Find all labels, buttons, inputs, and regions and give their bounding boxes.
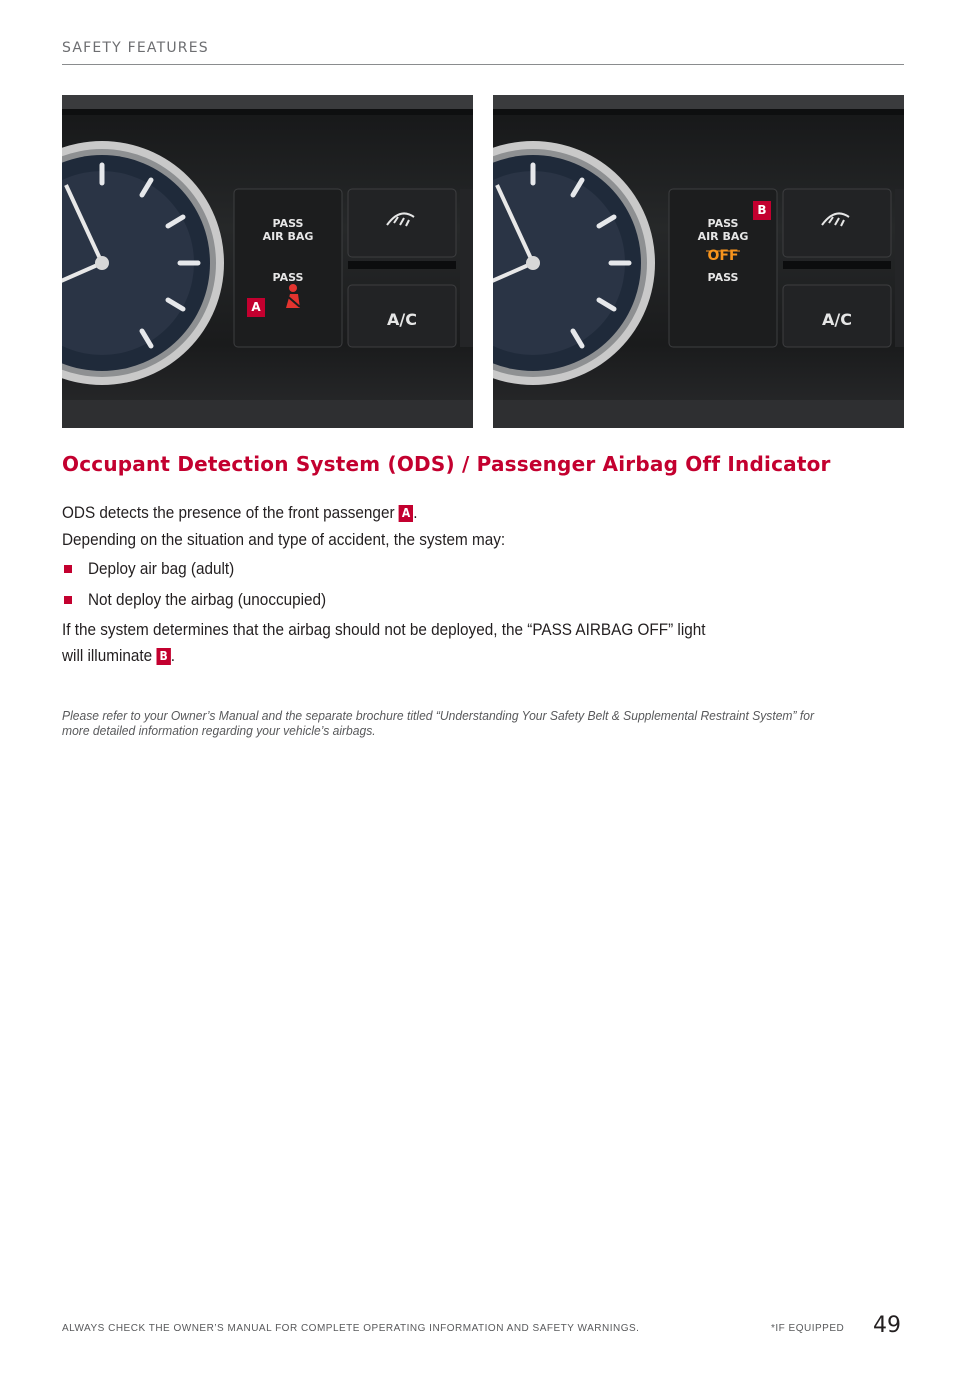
pass-label-top: PASS bbox=[272, 217, 304, 230]
section-header: SAFETY FEATURES bbox=[62, 40, 209, 56]
airbag-label: AIR BAG bbox=[697, 230, 749, 243]
ac-label: A/C bbox=[387, 310, 417, 329]
inline-callout-b: B bbox=[156, 648, 170, 665]
pass-label-bottom: PASS bbox=[707, 271, 739, 284]
footnote: Please refer to your Owner’s Manual and the separate brochure titled “Understanding Your Safety Belt & Supplemental Restraint System” for more detailed information regarding your vehicle’s airbags. bbox=[62, 708, 815, 738]
bullet-marker bbox=[64, 565, 72, 573]
body-line-4-end: . bbox=[170, 646, 176, 665]
callout-b: B bbox=[753, 201, 771, 220]
dashboard-illustration-a bbox=[62, 95, 473, 428]
body-line-1 bbox=[62, 500, 773, 526]
bullet-marker bbox=[64, 596, 72, 604]
callout-a: A bbox=[247, 298, 265, 317]
header-divider bbox=[62, 64, 904, 65]
photo-pass-airbag-on bbox=[62, 95, 473, 428]
body-line-3: If the system determines that the airbag should not be deployed, the “PASS AIRBAG OFF” light bbox=[62, 620, 706, 639]
body-line-2: Depending on the situation and type of accident, the system may: bbox=[62, 530, 506, 549]
bullet-item: Not deploy the airbag (unoccupied) bbox=[88, 590, 327, 609]
inline-callout-a: A bbox=[399, 505, 413, 522]
pass-label-bottom: PASS bbox=[272, 271, 304, 284]
body-line-1-text: ODS detects the presence of the front passenger bbox=[62, 503, 395, 522]
pass-label-top: PASS bbox=[707, 217, 739, 230]
dashboard-illustration-b bbox=[493, 95, 904, 428]
body-line-4-text: will illuminate bbox=[62, 646, 153, 665]
off-indicator: OFF bbox=[707, 248, 739, 264]
bullet-item: Deploy air bag (adult) bbox=[88, 559, 235, 578]
airbag-label: AIR BAG bbox=[262, 230, 314, 243]
ac-label: A/C bbox=[822, 310, 852, 329]
section-title: Occupant Detection System (ODS) / Passenger Airbag Off Indicator bbox=[62, 452, 831, 476]
footer-equipped-note: *IF EQUIPPED bbox=[771, 1323, 845, 1334]
body-line-4 bbox=[62, 643, 773, 669]
footer-disclaimer: ALWAYS CHECK THE OWNER’S MANUAL FOR COMPLETE OPERATING INFORMATION AND SAFETY WARNINGS. bbox=[62, 1323, 640, 1334]
body-line-1-end: . bbox=[413, 503, 418, 522]
photo-pass-airbag-off bbox=[493, 95, 904, 428]
page-number: 49 bbox=[873, 1313, 901, 1338]
